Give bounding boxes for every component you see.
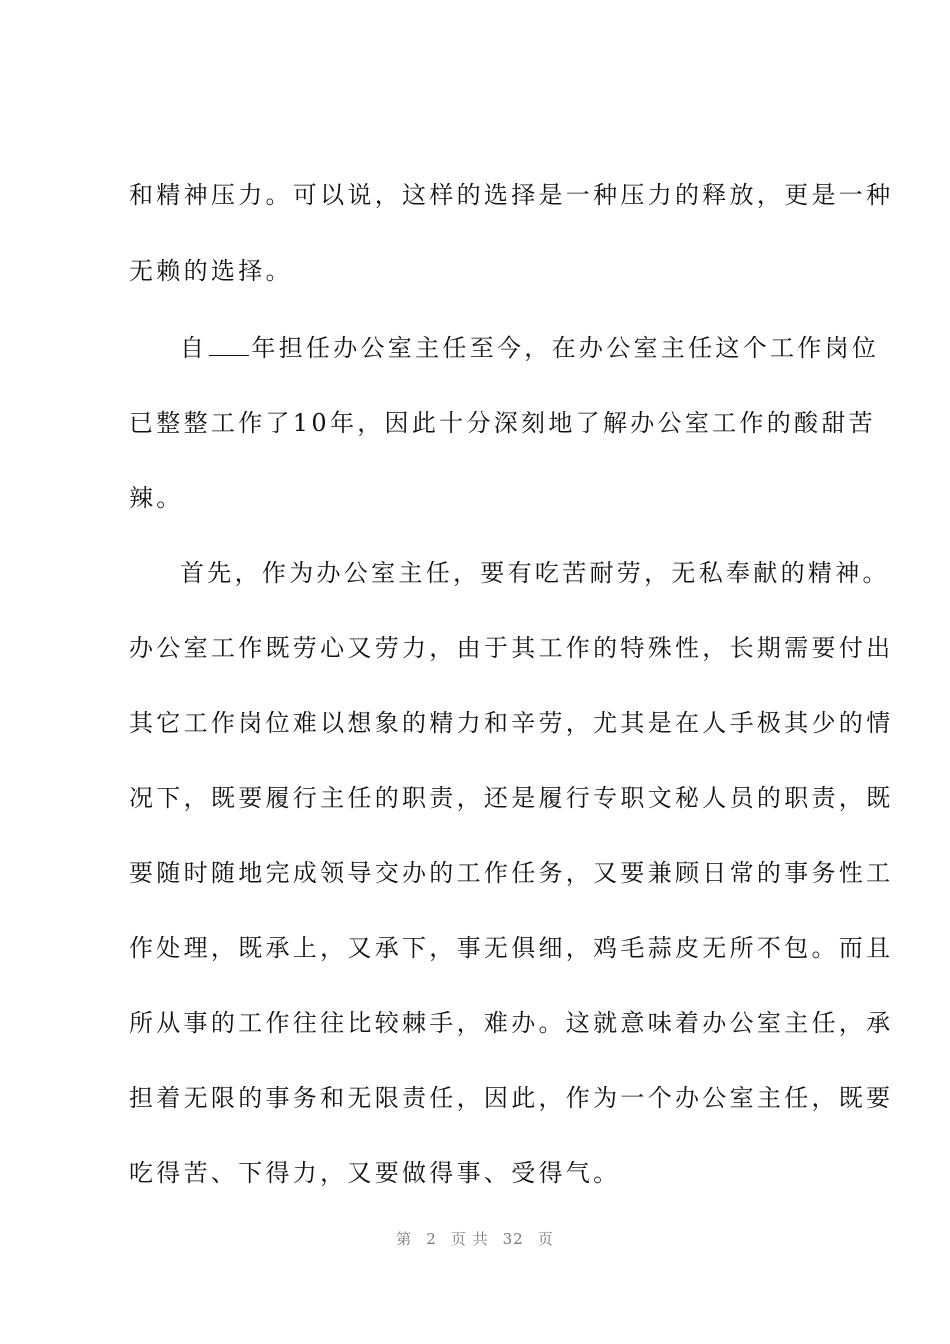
text-line: 辣。 xyxy=(129,484,184,512)
fill-in-blank xyxy=(209,335,249,356)
text-line: 无赖的选择。 xyxy=(129,257,293,285)
footer-label-of: 页 共 xyxy=(450,1230,489,1248)
text-fragment: 自 xyxy=(180,334,208,362)
text-line: 作处理，既承上，又承下，事无俱细，鸡毛蒜皮无所不包。而且 xyxy=(129,934,894,962)
footer-label-end: 页 xyxy=(537,1230,554,1248)
text-line: 已整整工作了10年，因此十分深刻地了解办公室工作的酸甜苦 xyxy=(129,409,876,437)
page-footer xyxy=(0,1228,950,1249)
text-line: 况下，既要履行主任的职责，还是履行专职文秘人员的职责，既 xyxy=(129,784,894,812)
text-line: 吃得苦、下得力，又要做得事、受得气。 xyxy=(129,1159,621,1187)
text-line: 办公室工作既劳心又劳力，由于其工作的特殊性，长期需要付出 xyxy=(129,634,894,662)
text-line: 所从事的工作往往比较棘手，难办。这就意味着办公室主任，承 xyxy=(129,1009,894,1037)
text-line: 要随时随地完成领导交办的工作任务，又要兼顾日常的事务性工 xyxy=(129,859,894,887)
footer-total-pages: 32 xyxy=(502,1230,524,1248)
footer-label-page: 第 xyxy=(396,1230,413,1248)
paragraph-line-with-blank xyxy=(180,333,880,363)
text-line: 其它工作岗位难以想象的精力和辛劳，尤其是在人手极其少的情 xyxy=(129,709,894,737)
text-line: 首先，作为办公室主任，要有吃苦耐劳，无私奉献的精神。 xyxy=(180,559,890,587)
text-fragment: 年担任办公室主任至今，在办公室主任这个工作岗位 xyxy=(251,334,880,362)
footer-current-page: 2 xyxy=(426,1230,437,1248)
text-line: 和精神压力。可以说，这样的选择是一种压力的释放，更是一种 xyxy=(129,181,894,209)
text-line: 担着无限的事务和无限责任，因此，作为一个办公室主任，既要 xyxy=(129,1084,894,1112)
